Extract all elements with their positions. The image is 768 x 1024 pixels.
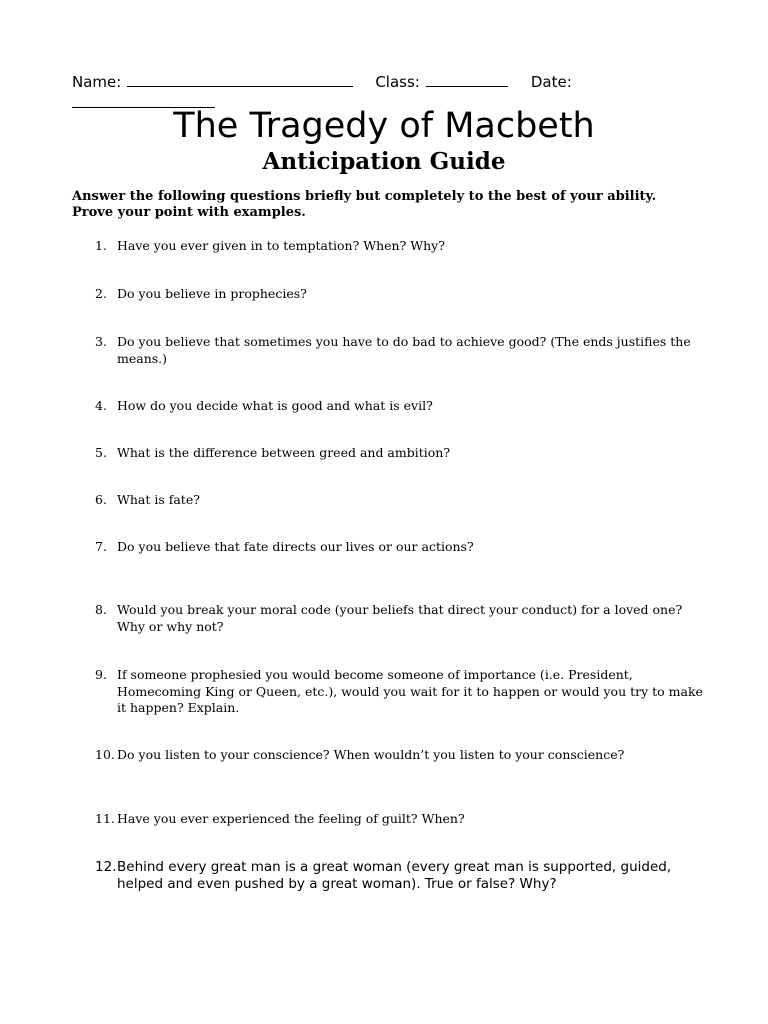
question-number: 12. — [95, 859, 117, 875]
question-number: 2. — [95, 286, 107, 301]
question-text: Do you believe that fate directs our lives or our actions? — [117, 539, 474, 554]
question-number: 5. — [95, 445, 107, 460]
question-text: Have you ever experienced the feeling of guilt? When? — [117, 811, 465, 826]
question-text: Do you listen to your conscience? When wouldn’t you listen to your conscience? — [117, 747, 625, 762]
document-subtitle: Anticipation Guide — [262, 148, 506, 175]
question-number: 9. — [95, 667, 107, 682]
question-number: 4. — [95, 398, 107, 413]
question-item — [95, 539, 705, 556]
question-item — [95, 667, 705, 717]
question-item — [95, 334, 705, 367]
question-item — [95, 286, 705, 303]
question-text: Would you break your moral code (your beliefs that direct your conduct) for a loved one? Why or why not? — [117, 602, 683, 634]
question-text: If someone prophesied you would become someone of importance (i.e. President, Homecoming King or Queen, etc.), would you wait for it to happen or would you try to make it happen? Explain. — [117, 667, 703, 715]
question-number: 10. — [95, 747, 115, 762]
question-text: Behind every great man is a great woman (every great man is supported, guided, helped and even pushed by a great woman). True or false? Why? — [117, 859, 672, 892]
question-item — [95, 492, 705, 509]
question-text: What is the difference between greed and ambition? — [117, 445, 451, 460]
question-item — [95, 445, 705, 462]
name-blank-line[interactable] — [127, 72, 353, 87]
question-text: How do you decide what is good and what is evil? — [117, 398, 433, 413]
name-label: Name: — [72, 73, 122, 91]
question-text: Do you believe that sometimes you have to do bad to achieve good? (The ends justifies the means.) — [117, 334, 691, 366]
instructions: Answer the following questions briefly but completely to the best of your ability. Prove your point with examples. — [72, 189, 657, 220]
question-item — [95, 602, 705, 635]
question-item — [95, 398, 705, 415]
question-item — [95, 747, 705, 764]
question-item — [95, 238, 705, 255]
date-label: Date: — [530, 73, 572, 91]
question-text: What is fate? — [117, 492, 200, 507]
question-number: 11. — [95, 811, 115, 826]
question-number: 8. — [95, 602, 107, 617]
class-label: Class: — [375, 73, 420, 91]
document-title: The Tragedy of Macbeth — [173, 106, 595, 146]
question-number: 3. — [95, 334, 107, 349]
question-item — [95, 811, 705, 828]
question-text: Have you ever given in to temptation? When? Why? — [117, 238, 445, 253]
question-number: 1. — [95, 238, 107, 253]
question-number: 6. — [95, 492, 107, 507]
question-text: Do you believe in prophecies? — [117, 286, 307, 301]
question-item — [95, 859, 705, 893]
class-blank-line[interactable] — [426, 72, 508, 87]
question-number: 7. — [95, 539, 107, 554]
